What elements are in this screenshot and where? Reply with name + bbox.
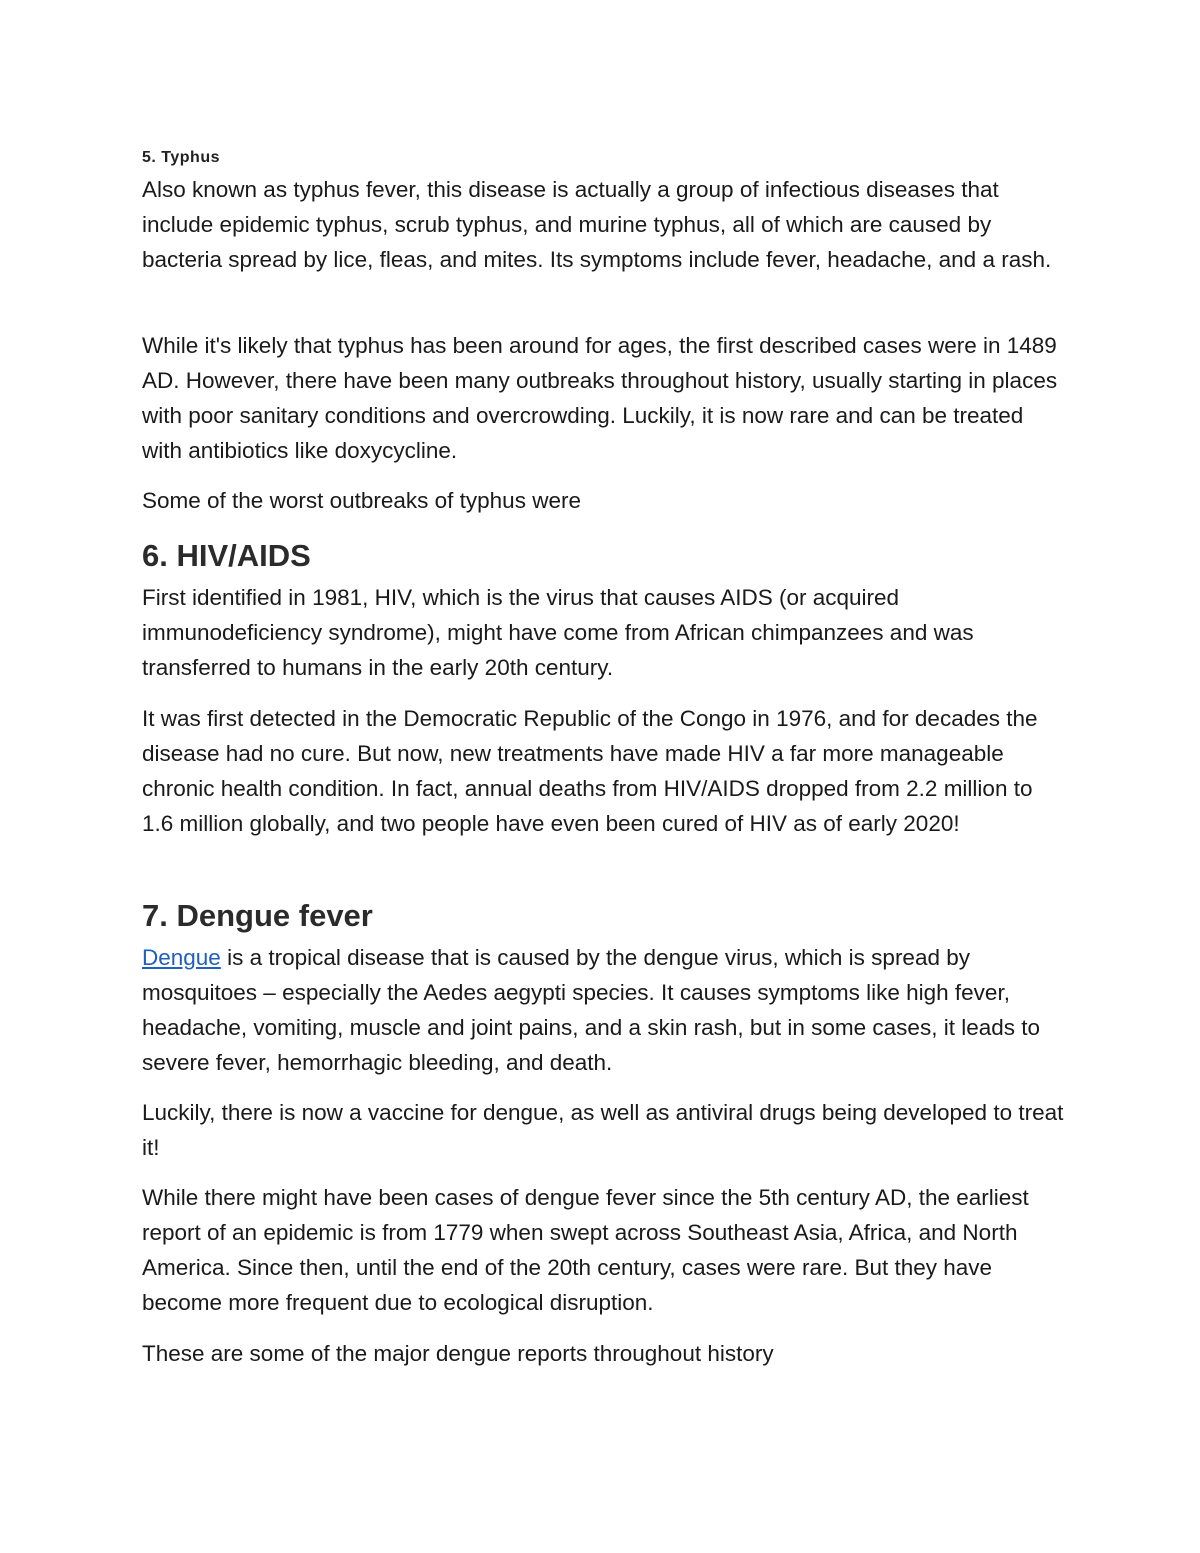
hiv-paragraph-1: First identified in 1981, HIV, which is the virus that causes AIDS (or acquired immunodeficiency syndrome), might have come from African chimpanzees and was transferred to humans in the early 20th century. [142,585,974,680]
hiv-paragraph-2: It was first detected in the Democratic Republic of the Congo in 1976, and for decades the disease had no cure. But now, new treatments have made HIV a far more manageable chronic health condition. In fact, annual deaths from HIV/AIDS dropped from 2.2 million to 1.6 million globally, and two people have even been cured of HIV as of early 2020! [142,706,1038,836]
typhus-heading: 5. Typhus [142,149,220,166]
dengue-paragraph-1-text: is a tropical disease that is caused by the dengue virus, which is spread by mosquitoes – especially the Aedes aegypti species. It causes symptoms like high fever, headache, vomiting, muscle and joint pains, and a skin rash, but in some cases, it leads to severe fever, hemorrhagic bleeding, and death. [142,945,1041,1075]
hiv-heading: 6. HIV/AIDS [142,538,311,573]
dengue-paragraph-1 [142,940,1067,1080]
dengue-paragraph-3: While there might have been cases of dengue fever since the 5th century AD, the earliest report of an epidemic is from 1779 when swept across Southeast Asia, Africa, and North America. Since then, until the end of the 20th century, cases were rare. But they have become more frequent due to ecological disruption. [142,1185,1029,1315]
dengue-heading: 7. Dengue fever [142,898,373,933]
dengue-link[interactable]: Dengue [142,945,221,970]
typhus-paragraph-3: Some of the worst outbreaks of typhus were [142,488,581,513]
dengue-paragraph-2: Luckily, there is now a vaccine for dengue, as well as antiviral drugs being developed to treat it! [142,1100,1064,1160]
typhus-paragraph-1: Also known as typhus fever, this disease is actually a group of infectious diseases that include epidemic typhus, scrub typhus, and murine typhus, all of which are caused by bacteria spread by lice, fleas, and mites. Its symptoms include fever, headache, and a rash. [142,177,1052,272]
dengue-paragraph-4: These are some of the major dengue reports throughout history [142,1341,774,1366]
typhus-paragraph-2: While it's likely that typhus has been around for ages, the first described cases were in 1489 AD. However, there have been many outbreaks throughout history, usually starting in places with poor sanitary conditions and overcrowding. Luckily, it is now rare and can be treated with antibiotics like doxycycline. [142,333,1058,463]
